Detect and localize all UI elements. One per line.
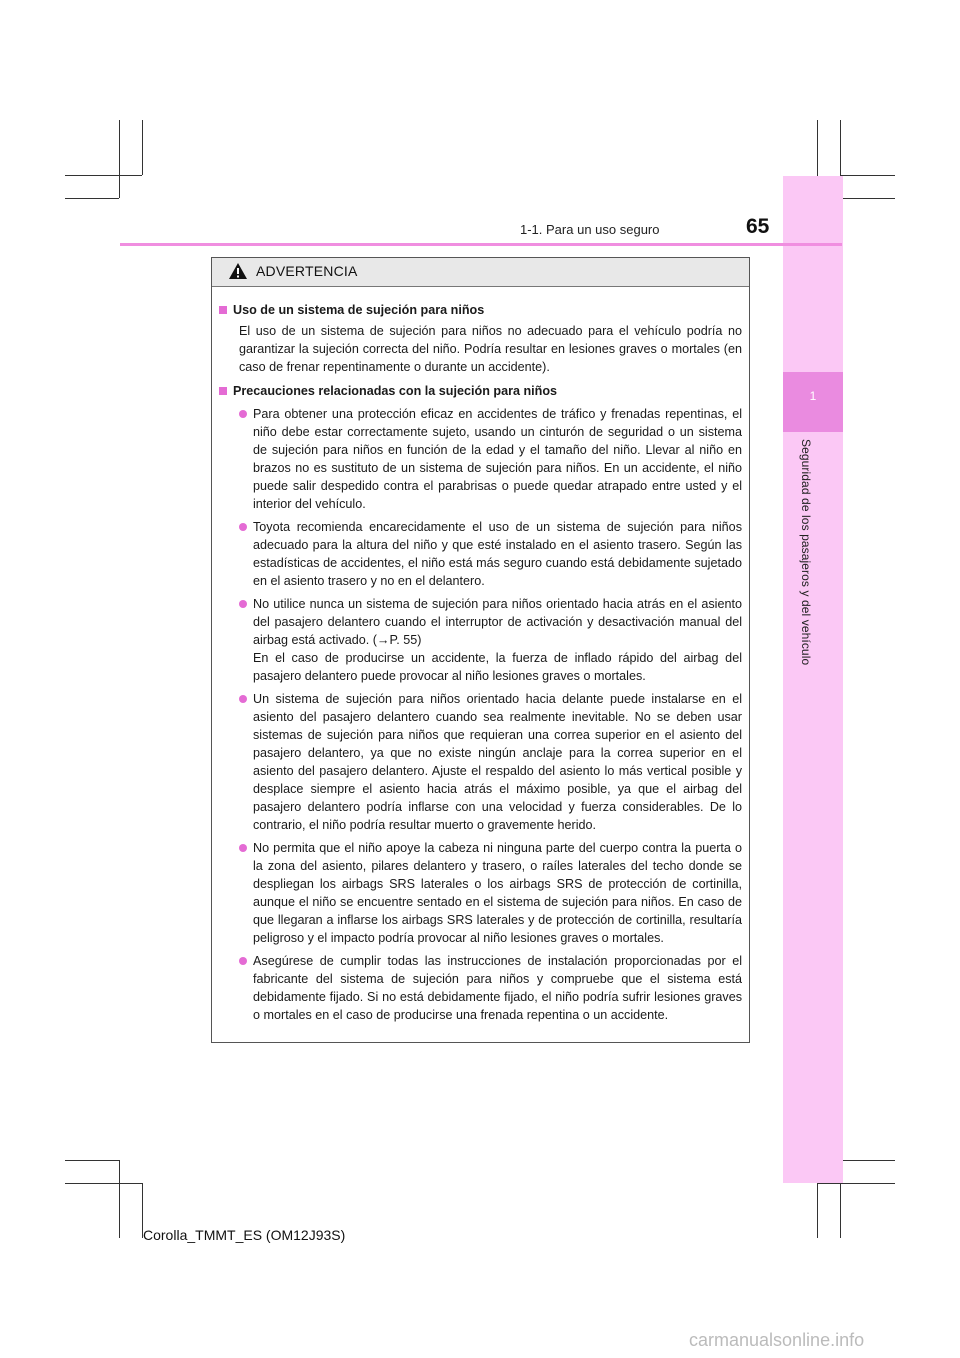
chapter-number: 1 — [809, 389, 817, 403]
section-heading — [219, 301, 742, 319]
crop-mark — [119, 1160, 120, 1238]
page-number: 65 — [746, 215, 770, 238]
circle-bullet-icon — [239, 410, 247, 418]
section-title: 1-1. Para un uso seguro — [520, 222, 660, 237]
warning-box — [211, 257, 750, 1043]
list-item-text: Toyota recomienda encarecidamente el uso de un sistema de sujeción para niños adecuado para la altura del niño y que esté instalado en el asiento trasero. Según las estadísticas de accidentes, el niño está más seguro cuando está debidamente sujetado en el asiento trasero y no en el delantero. — [253, 520, 742, 588]
list-item — [239, 690, 742, 834]
crop-mark — [840, 120, 841, 175]
list-item-continuation: En el caso de producirse un accidente, la fuerza de inflado rápido del airbag del pasajero delantero puede provocar al niño lesiones graves o mortales. — [253, 651, 742, 683]
circle-bullet-icon — [239, 957, 247, 965]
list-item — [239, 595, 742, 685]
crop-mark — [142, 120, 143, 175]
crop-mark — [65, 198, 119, 199]
crop-mark — [65, 175, 142, 176]
crop-mark — [119, 120, 120, 198]
warning-header — [212, 258, 749, 287]
crop-mark — [840, 175, 895, 176]
crop-mark — [817, 1183, 818, 1238]
header-rule — [120, 243, 842, 246]
list-item — [239, 952, 742, 1024]
circle-bullet-icon — [239, 844, 247, 852]
square-bullet-icon — [219, 387, 227, 395]
list-item — [239, 518, 742, 590]
warning-body — [212, 287, 749, 1024]
crop-mark — [817, 1183, 895, 1184]
circle-bullet-icon — [239, 695, 247, 703]
warning-title: ADVERTENCIA — [256, 263, 358, 279]
list-item — [239, 405, 742, 513]
section-paragraph: El uso de un sistema de sujeción para niños no adecuado para el vehículo podría no garantizar la sujeción correcta del niño. Podría resultar en lesiones graves o mortales (en caso de frenar repentinamente o durante un accidente). — [239, 324, 742, 374]
list-item-text: Para obtener una protección eficaz en accidentes de tráfico y frenadas repentinas, el niño debe estar correctamente sujeto, usando un cinturón de seguridad o un sistema de sujeción para niños en función de la edad y el tamaño del niño. Llevar al niño en brazos no es sustituto de un sistema de sujeción para niños. En un accidente, el niño puede salir despedido contra el parabrisas o puede quedar atrapado entre usted y el interior del vehículo. — [253, 407, 742, 511]
section-heading-text: Precauciones relacionadas con la sujeción para niños — [233, 384, 558, 398]
crop-mark — [840, 1160, 895, 1161]
list-item-text: Un sistema de sujeción para niños orientado hacia delante puede instalarse en el asiento del pasajero delantero cuando sea realmente inevitable. No se deben usar sistemas de sujeción para niños que requieran una correa superior en el asiento del pasajero delantero, ya que no existe ningún anclaje para la correa superior en el asiento del pasajero delantero. Ajuste el respaldo del asiento lo más vertical posible y desplace siempre el asiento hacia atrás el máximo posible, ya que el airbag del pasajero delantero podría inflarse con una velocidad y fuerza considerables. De lo contrario, el niño podría resultar muerto o gravemente herido. — [253, 692, 742, 832]
list-item-text: Asegúrese de cumplir todas las instrucciones de instalación proporcionadas por el fabricante del sistema de sujeción para niños y compruebe que el sistema está debidamente fijado. Si no está debidamente fijado, el niño podría sufrir lesiones graves o mortales en el caso de producirse una frenada repentina o un accidente. — [253, 954, 742, 1022]
warning-triangle-icon — [228, 262, 248, 285]
list-item-text: No permita que el niño apoye la cabeza ni ninguna parte del cuerpo contra la puerta o la zona del asiento, pilares delantero y trasero, o raíles laterales del techo donde se despliegan los airbags SRS laterales o los airbags SRS de protección de cortinilla, aunque el niño se encuentre sentado en el sistema de sujeción para niños. En caso de que llegaran a inflarse los airbags SRS laterales y de protección de cortinilla, resultaría peligroso y el impacto podría provocar al niño lesiones graves o mortales. — [253, 841, 742, 945]
watermark: carmanualsonline.info — [689, 1330, 865, 1350]
section-heading — [219, 382, 742, 400]
crop-mark — [65, 1183, 142, 1184]
side-tab — [783, 176, 843, 1183]
list-item — [239, 839, 742, 947]
list-item-body — [253, 595, 742, 685]
section-heading-text: Uso de un sistema de sujeción para niños — [233, 303, 485, 317]
circle-bullet-icon — [239, 600, 247, 608]
circle-bullet-icon — [239, 523, 247, 531]
square-bullet-icon — [219, 306, 227, 314]
document-id: Corolla_TMMT_ES (OM12J93S) — [143, 1227, 346, 1243]
list-item-text: No utilice nunca un sistema de sujeción para niños orientado hacia atrás en el asiento del pasajero delantero cuando el interruptor de activación y desactivación manual del airbag está activado. (→P. 55) — [253, 597, 742, 647]
chapter-title: Seguridad de los pasajeros y del vehículo — [799, 439, 813, 666]
crop-mark — [65, 1160, 119, 1161]
